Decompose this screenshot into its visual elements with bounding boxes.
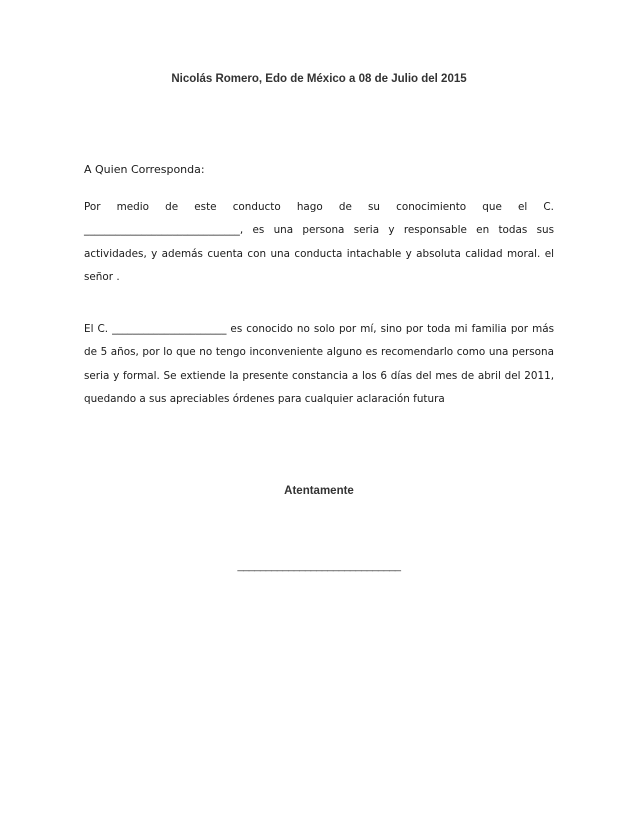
body-paragraph-1: Por medio de este conducto hago de su conocimiento que el C. ______________________________, es una persona seria y responsable en todas sus actividades, y además cuenta con una conducta intachable y absoluta calidad moral. el señor . [84,201,554,284]
closing-salutation: Atentamente [284,485,354,497]
date-place-line: Nicolás Romero, Edo de México a 08 de Julio del 2015 [171,73,467,85]
greeting: A Quien Corresponda: [84,163,205,176]
body-paragraph-2: El C. ______________________ es conocido no solo por mí, sino por toda mi familia por más de 5 años, por lo que no tengo inconveniente alguno es recomendarlo como una persona seria y formal. Se extiende la presente constancia a los 6 días del mes de abril del 2011, quedando a sus apreciables órdenes para cualquier aclaración futura [84,323,554,406]
signature-line: _____________________________ [237,560,401,572]
